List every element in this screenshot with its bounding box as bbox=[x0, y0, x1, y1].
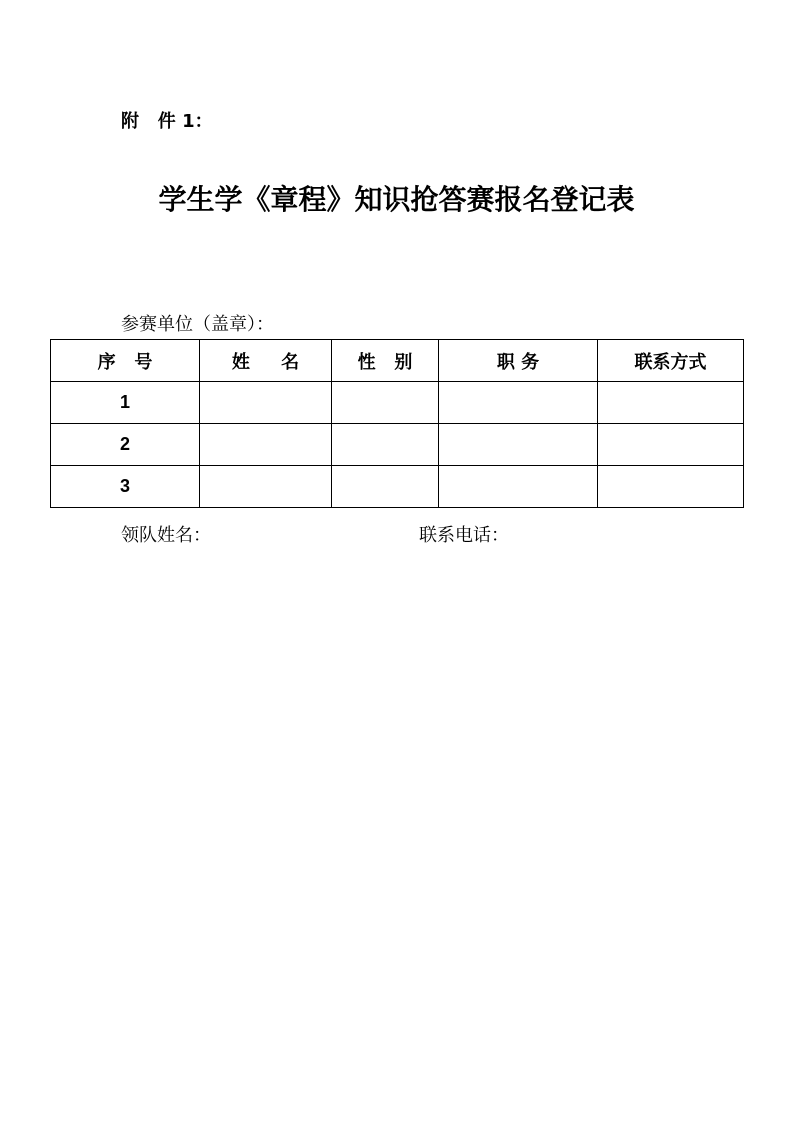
cell-contact[interactable] bbox=[598, 382, 744, 424]
table-header-row bbox=[51, 340, 744, 382]
contact-phone-label: 联系电话： bbox=[419, 525, 509, 546]
team-leader-label: 领队姓名： bbox=[121, 525, 211, 546]
cell-name[interactable] bbox=[200, 466, 332, 508]
table-row bbox=[51, 382, 744, 424]
cell-gender[interactable] bbox=[332, 424, 439, 466]
attachment-label: 附 件 1： bbox=[121, 111, 213, 132]
header-serial-number: 序 号 bbox=[51, 340, 200, 382]
header-name: 姓 名 bbox=[200, 340, 332, 382]
cell-contact[interactable] bbox=[598, 466, 744, 508]
table-row bbox=[51, 424, 744, 466]
cell-position[interactable] bbox=[439, 466, 598, 508]
cell-serial-number: 1 bbox=[51, 382, 200, 424]
registration-table bbox=[50, 339, 744, 508]
cell-name[interactable] bbox=[200, 424, 332, 466]
header-gender: 性 别 bbox=[332, 340, 439, 382]
cell-gender[interactable] bbox=[332, 466, 439, 508]
cell-contact[interactable] bbox=[598, 424, 744, 466]
cell-gender[interactable] bbox=[332, 382, 439, 424]
cell-serial-number: 3 bbox=[51, 466, 200, 508]
page-title: 学生学《章程》知识抢答赛报名登记表 bbox=[158, 183, 635, 216]
unit-label: 参赛单位（盖章）： bbox=[121, 314, 274, 335]
cell-position[interactable] bbox=[439, 382, 598, 424]
cell-serial-number: 2 bbox=[51, 424, 200, 466]
cell-position[interactable] bbox=[439, 424, 598, 466]
cell-name[interactable] bbox=[200, 382, 332, 424]
header-contact: 联系方式 bbox=[598, 340, 744, 382]
table-row bbox=[51, 466, 744, 508]
header-position: 职 务 bbox=[439, 340, 598, 382]
